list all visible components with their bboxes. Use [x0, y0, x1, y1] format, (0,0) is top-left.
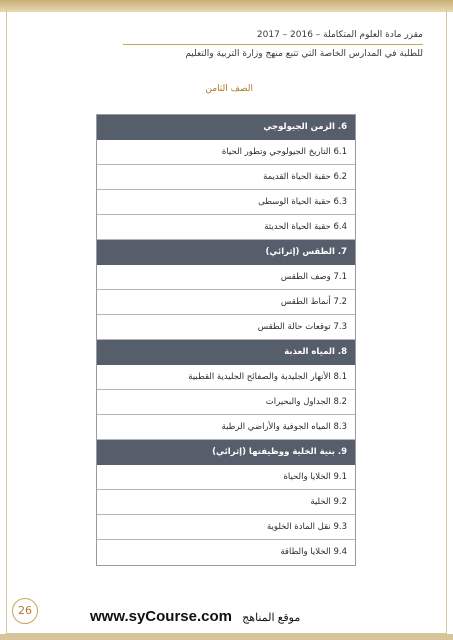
lesson-7-1: 7.1 وصف الطقس — [97, 265, 355, 290]
lesson-7-3: 7.3 توقعات حالة الطقس — [97, 315, 355, 340]
bottom-decorative-band — [0, 634, 453, 640]
footer-watermark — [90, 608, 390, 625]
lesson-9-3: 9.3 نقل المادة الخلوية — [97, 515, 355, 540]
lesson-9-1: 9.1 الخلايا والحياة — [97, 465, 355, 490]
lesson-8-1: 8.1 الأنهار الجليدية والصفائح الجليدية القطبية — [97, 365, 355, 390]
header-course-title: مقرر مادة العلوم المتكاملة – 2016 – 2017 — [256, 30, 423, 40]
grade-title: الصف الثامن — [205, 84, 253, 94]
unit-9-header: 9. بنية الخلية ووظيفتها (إثرائي) — [97, 440, 355, 465]
lesson-6-3: 6.3 حقبة الحياة الوسطى — [97, 190, 355, 215]
lesson-6-1: 6.1 التاريخ الجيولوجي وتطور الحياة — [97, 140, 355, 165]
footer-site-name: موقع المناهج — [242, 612, 301, 624]
lesson-9-4: 9.4 الخلايا والطاقة — [280, 547, 347, 557]
lesson-7-2: 7.2 أنماط الطقس — [97, 290, 355, 315]
lesson-8-3: 8.3 المياه الجوفية والأراضي الرطبة — [97, 415, 355, 440]
page-number: 26 — [12, 598, 38, 624]
lesson-9-2: 9.2 الخلية — [97, 490, 355, 515]
header-divider — [123, 44, 423, 45]
curriculum-table — [96, 114, 356, 566]
page-header — [123, 28, 423, 61]
lesson-6-2: 6.2 حقبة الحياة القديمة — [97, 165, 355, 190]
header-subtitle: للطلبة في المدارس الخاصة التي تتبع منهج وزارة التربية والتعليم — [185, 49, 423, 59]
unit-6-header: 6. الزمن الجيولوجي — [97, 115, 355, 140]
unit-7-header: 7. الطقس (إثرائي) — [97, 240, 355, 265]
footer-url: www.syCourse.com — [90, 608, 232, 625]
lesson-6-4: 6.4 حقبة الحياة الحديثة — [97, 215, 355, 240]
unit-8-header: 8. المياه العذبة — [97, 340, 355, 365]
lesson-8-2: 8.2 الجداول والبحيرات — [97, 390, 355, 415]
